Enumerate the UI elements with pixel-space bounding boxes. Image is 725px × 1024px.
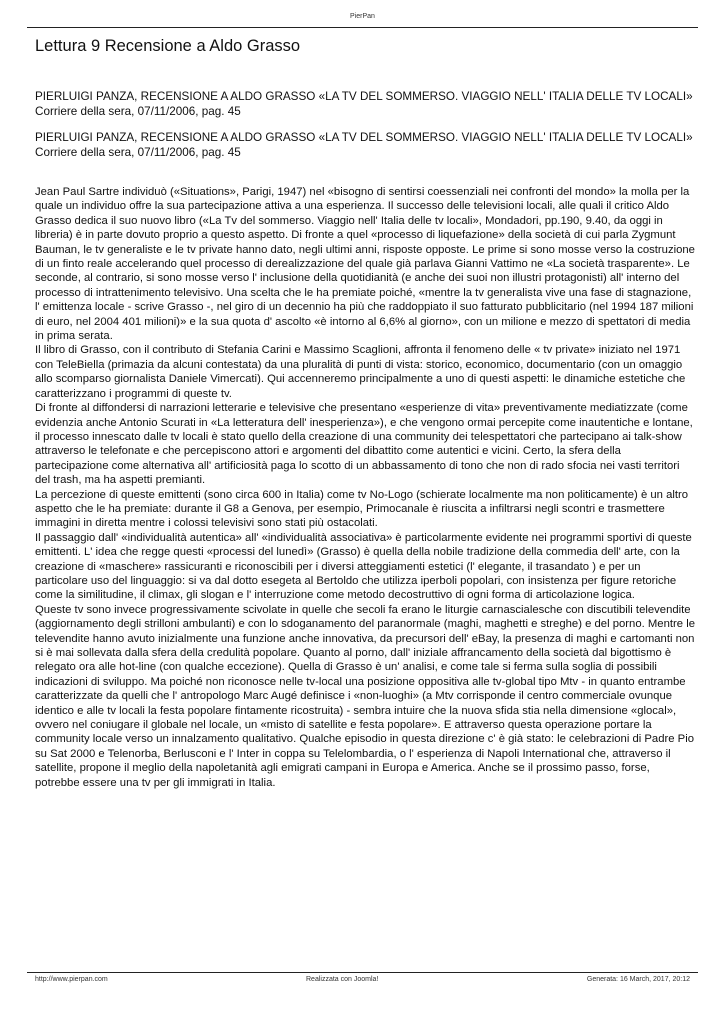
article-intro-repeat: PIERLUIGI PANZA, RECENSIONE A ALDO GRASSO «LA TV DEL SOMMERSO. VIAGGIO NELL' ITALIA DELLE TV LOCALI» Corriere della sera, 07/11/2006, pag. 45 <box>35 131 693 159</box>
article-body <box>35 185 695 790</box>
article-intro: PIERLUIGI PANZA, RECENSIONE A ALDO GRASSO «LA TV DEL SOMMERSO. VIAGGIO NELL' ITALIA DELLE TV LOCALI» Corriere della sera, 07/11/2006, pag. 45 <box>35 90 693 118</box>
article-paragraph: Queste tv sono invece progressivamente scivolate in quelle che secoli fa erano le liturgie carnascialesche con discutibili televendite (aggiornamento degli strilloni ambulanti) e con lo sdoganamento del paranormale (maghi, maghetti e streghe) e del porno. Mentre le televendite hanno avuto inizialmente una funzione anche innovativa, da precursori dell' eBay, la presenza di maghi e cartomanti non si è mai sollevata dalla sfera della credulità popolare. Quanto al porno, dall' iniziale affrancamento della società dal bigottismo è relegato ora alle hot-line (con qualche eccezione). Quella di Grasso è un' analisi, e come tale si ferma sulla soglia di possibili indicazioni di sviluppo. Ma poiché non riconosce nelle tv-local una posizione oppositiva alle tv-global tipo Mtv - in quanto entrambe caratterizzate da quelli che l' antropologo Marc Augé definisce i «non-luoghi» (a Mtv corrisponde il centro commerciale ovunque identico e alle tv locali la festa popolare fintamente ricostruita) - sembra intuire che la nuova sfida stia nella dimensione «glocal», ovvero nel coniugare il globale nel locale, un «misto di satellite e festa popolare». E attraverso questa operazione portare la community locale verso un innalzamento qualitativo. Qualche episodio in questa direzione c' è già stato: le celebrazioni di Padre Pio su Sat 2000 e Telenorba, Berlusconi e l' Inter in coppa su Telelombardia, o l' esperienza di Napoli International che, attraverso il satellite, propone il meglio della napoletanità agli emigrati campani in Europa e America. Anche se il prossimo passo, forse, potrebbe essere una tv per gli immigrati in Italia. <box>35 603 695 789</box>
article-paragraph: Jean Paul Sartre individuò («Situations», Parigi, 1947) nel «bisogno di sentirsi coessenziali nei confronti del mondo» la molla per la quale un individuo offre la sua partecipazione attiva a una esperienza. Il successo delle televisioni locali, alle quali il critico Aldo Grasso dedica il suo nuovo libro («La Tv del sommerso. Viaggio nell' Italia delle tv locali», Mondadori, pp.190, 9.40, da oggi in libreria) è in parte dovuto proprio a questo aspetto. Di fronte a quel «processo di liquefazione» della società di cui parla Zygmunt Bauman, le tv generaliste e le tv private hanno dato, negli ultimi anni, risposte opposte. Le prime si sono mosse verso la costruzione di un finto reale accelerando quel processo di derealizzazione del quale già parlava Gianni Vattimo ne «La società trasparente». Le seconde, al contrario, si sono mosse verso l' inclusione della quotidianità (e anche dei suoi non illustri protagonisti) all' interno del processo di intrattenimento televisivo. Una scelta che le ha premiate poiché, «mentre la tv generalista vive una fase di stagnazione, l' emittenza locale - scrive Grasso -, nel giro di un decennio ha più che raddoppiato il suo fatturato pubblicitario (nel 1994 187 milioni di euro, nel 2004 401 milioni)» e la sua quota d' ascolto «è intorno al 6,6% al giorno», con un milione e mezzo di spettatori di media in prima serata. <box>35 186 695 343</box>
page-title: Lettura 9 Recensione a Aldo Grasso <box>35 37 301 55</box>
header-divider <box>27 27 698 28</box>
footer-generated-date: Generata: 16 March, 2017, 20:12 <box>586 976 690 983</box>
footer-credit: Realizzata con Joomla! <box>306 976 379 983</box>
footer-divider <box>27 972 698 973</box>
article-paragraph: Il passaggio dall' «individualità autentica» all' «individualità associativa» è particolarmente evidente nei programmi sportivi di queste emittenti. L' idea che regge questi «processi del lunedì» (Grasso) è quella della nobile tradizione della commedia dell' arte, con la creazione di «maschere» rassicuranti e riconoscibili per i diversi atteggiamenti estetici (l' elegante, il trasandato ) e per un particolare uso del linguaggio: si va dal dotto esegeta al Bertoldo che utilizza iperboli popolari, con insistenza per figure retoriche come la similitudine, il climax, gli slogan e l' interruzione come metodo decostruttivo di ogni forma di articolazione logica. <box>35 531 692 602</box>
footer-site-url[interactable]: http://www.pierpan.com <box>35 976 108 983</box>
article-paragraph: La percezione di queste emittenti (sono circa 600 in Italia) come tv No-Logo (schierate localmente ma non politicamente) è un altro aspetto che le ha premiate: durante il G8 a Genova, per esempio, Primocanale è riuscita a infiltrarsi negli scontri e trasmettere immagini in diretta mentre i colossi televisivi sono stati più ostacolati. <box>35 488 689 530</box>
site-name: PierPan <box>350 13 375 20</box>
article-paragraph: Di fronte al diffondersi di narrazioni letterarie e televisive che presentano «esperienze di vita» preventivamente mediatizzate (come evidenzia anche Antonio Scurati in «La letteratura dell' inesperienza»), e che vengono ormai percepite come inautentiche e lontane, il processo innescato dalle tv locali è stato quello della creazione di una community dei telespettatori che partecipano ai talk-show attraverso le telefonate e che percepiscono attori e argomenti del dibattito come autentici e vicini. Certo, la sfera della partecipazione come alternativa all' artificiosità paga lo scotto di un abbassamento di tono che non di rado sfocia nei vasti territori del trash, ma ha aspetti premianti. <box>35 402 693 487</box>
article-paragraph: Il libro di Grasso, con il contributo di Stefania Carini e Massimo Scaglioni, affronta il fenomeno delle « tv private» iniziato nel 1971 con TeleBiella (primazia da alcuni contestata) da una pluralità di punti di vista: storico, economico, documentario (con un omaggio allo scomparso giornalista Daniele Vimercati). Qui accenneremo principalmente a uno di questi aspetti: le dinamiche estetiche che caratterizzano i programmi di queste tv. <box>35 344 686 400</box>
